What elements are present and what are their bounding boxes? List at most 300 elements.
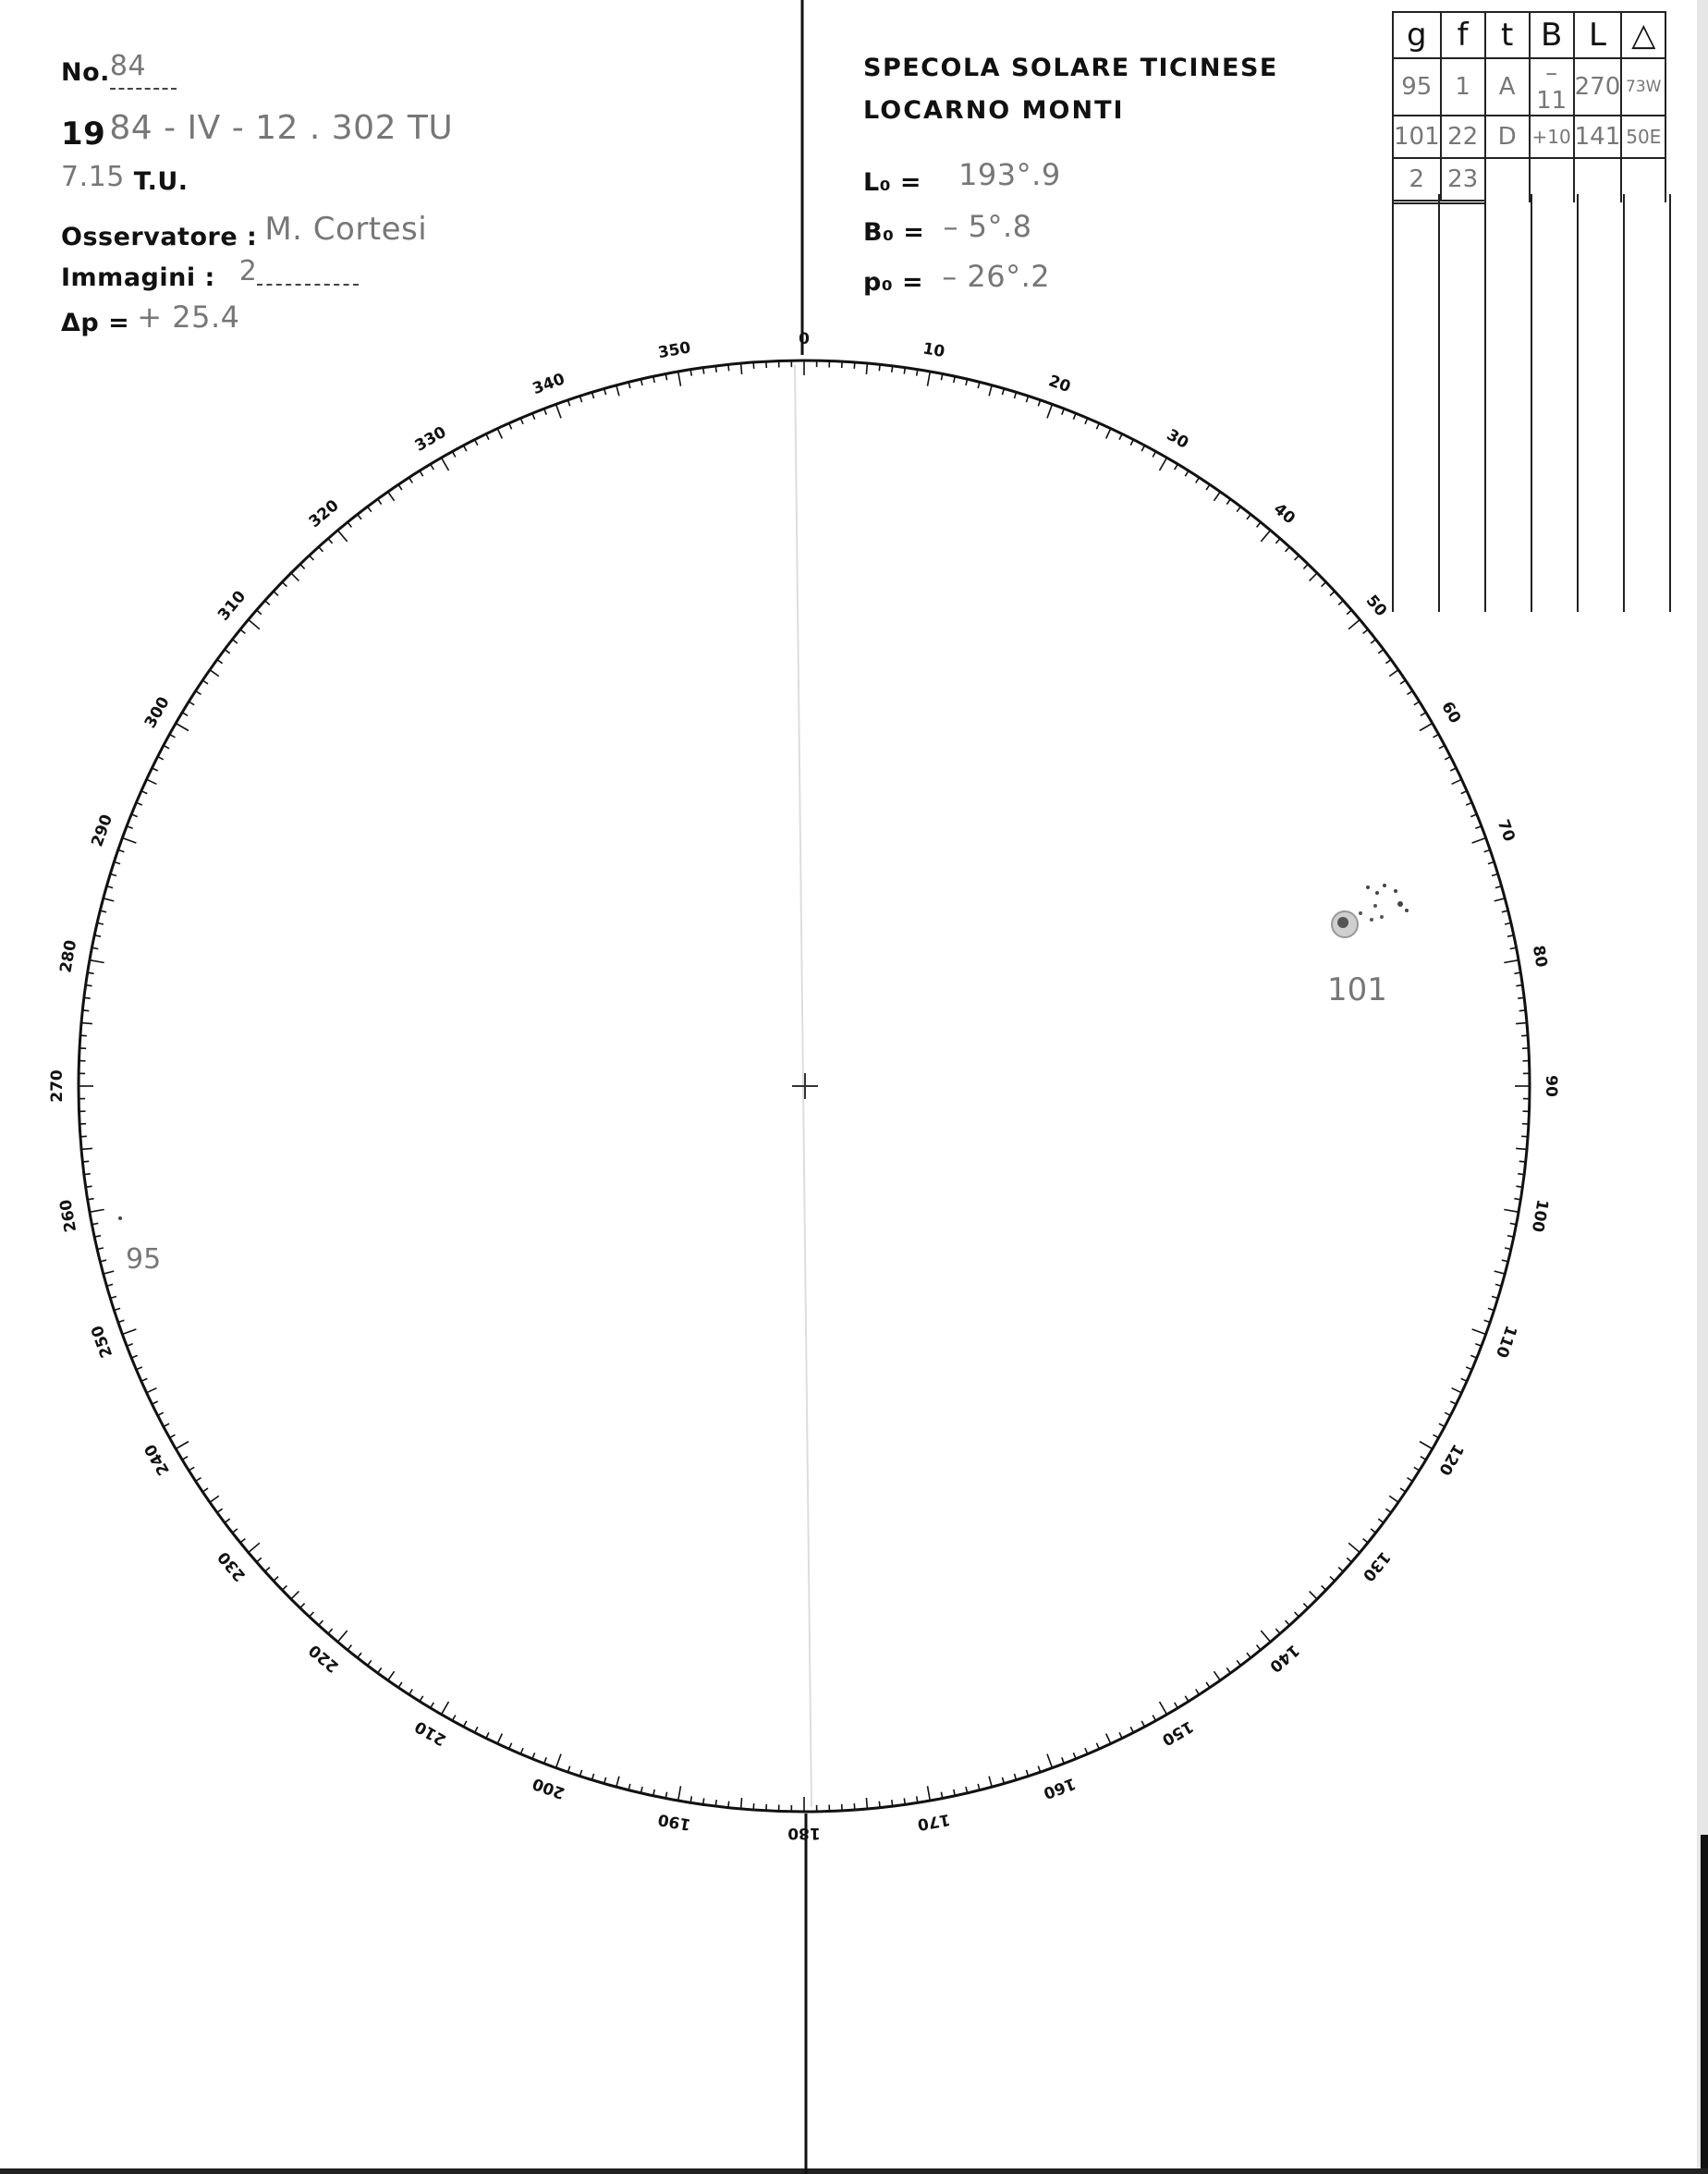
p0-line: p₀ = – 26°.2	[863, 259, 1051, 297]
degree-label-120: 120	[1434, 1440, 1468, 1479]
number-value: 84	[109, 50, 147, 82]
degree-tick	[1472, 1329, 1486, 1335]
degree-tick	[1286, 1620, 1290, 1625]
degree-tick	[158, 757, 164, 760]
degree-label-250: 250	[88, 1323, 117, 1361]
degree-tick	[452, 451, 455, 457]
degree-tick	[300, 564, 305, 568]
degree-tick	[753, 1803, 754, 1810]
table-total-row: 2 23	[1393, 158, 1665, 202]
degree-tick	[1214, 1671, 1220, 1680]
degree-tick	[1295, 1612, 1299, 1617]
degree-tick	[1185, 1696, 1189, 1702]
degree-tick	[1338, 1568, 1343, 1572]
degree-tick	[1175, 1703, 1178, 1708]
degree-tick	[81, 1023, 92, 1024]
degree-tick	[1106, 1734, 1111, 1744]
degree-tick	[1521, 1035, 1528, 1036]
degree-tick	[928, 372, 931, 386]
degree-tick	[249, 1543, 260, 1552]
degree-tick	[1160, 1702, 1167, 1715]
degree-tick	[1389, 1496, 1398, 1502]
degree-label-0: 0	[799, 330, 810, 348]
degree-tick	[1257, 1645, 1261, 1651]
degree-tick	[1141, 1721, 1144, 1727]
degree-tick	[678, 1786, 681, 1801]
degree-tick	[420, 470, 423, 476]
delta-p-line: Δp = + 25.4	[61, 299, 240, 337]
degree-tick	[1226, 499, 1230, 505]
degree-tick	[715, 1800, 716, 1806]
degree-tick	[989, 1777, 992, 1788]
degree-tick	[274, 1577, 278, 1582]
degree-tick	[176, 724, 189, 731]
degree-tick	[88, 972, 94, 973]
degree-tick	[1237, 507, 1240, 512]
degree-tick	[475, 440, 478, 446]
degree-tick	[1338, 601, 1343, 605]
degree-tick	[310, 556, 314, 560]
degree-tick	[556, 404, 562, 418]
degree-tick	[1434, 734, 1439, 737]
observer-line: Osservatore : M. Cortesi	[61, 211, 428, 251]
degree-tick	[1130, 440, 1133, 446]
degree-tick	[1519, 1161, 1526, 1162]
degree-tick	[753, 362, 754, 369]
degree-tick	[728, 1801, 729, 1808]
degree-tick	[703, 368, 704, 374]
degree-tick	[1400, 680, 1406, 684]
degree-tick	[104, 898, 115, 901]
degree-tick	[86, 985, 92, 986]
degree-tick	[854, 1803, 855, 1810]
degree-tick	[164, 1423, 169, 1426]
degree-tick	[1504, 1210, 1519, 1213]
degree-tick	[1196, 478, 1200, 483]
degree-tick	[169, 734, 175, 737]
degree-tick	[703, 1798, 704, 1804]
degree-tick	[1286, 547, 1290, 552]
degree-label-260: 260	[56, 1198, 81, 1234]
degree-tick	[1175, 464, 1178, 470]
degree-tick	[741, 363, 742, 374]
degree-tick	[368, 507, 372, 512]
degree-tick	[475, 1727, 478, 1732]
degree-tick	[189, 702, 194, 705]
degree-tick	[225, 1519, 230, 1522]
degree-tick	[1371, 1529, 1376, 1533]
degree-tick	[291, 573, 299, 581]
degree-tick	[1275, 539, 1280, 544]
degree-tick	[257, 1557, 262, 1562]
degree-tick	[274, 592, 278, 596]
degree-label-340: 340	[530, 370, 567, 399]
degree-tick	[580, 1770, 581, 1777]
degree-tick	[232, 1529, 238, 1533]
degree-tick	[928, 1786, 931, 1801]
degree-tick	[917, 370, 918, 376]
degree-tick	[1494, 1271, 1506, 1274]
degree-tick	[892, 1800, 893, 1806]
degree-label-180: 180	[787, 1824, 821, 1842]
degree-tick	[210, 670, 219, 677]
degree-tick	[147, 779, 157, 784]
degree-tick	[122, 1329, 136, 1335]
degree-label-20: 20	[1045, 372, 1073, 397]
degree-tick	[80, 1136, 87, 1137]
degree-tick	[452, 1716, 455, 1721]
degree-tick	[1488, 1308, 1494, 1310]
degree-tick	[1452, 779, 1462, 784]
degree-tick	[1518, 1174, 1524, 1175]
header-b: B	[1530, 12, 1574, 58]
date-value: 84 - IV - 12 . 302 TU	[109, 109, 454, 147]
number-label: No.84	[61, 55, 177, 90]
degree-tick	[1047, 404, 1053, 418]
header-delta: △	[1621, 12, 1665, 58]
degree-tick	[1237, 1660, 1240, 1666]
images-line: Immagini : 2	[61, 261, 359, 293]
degree-label-150: 150	[1158, 1716, 1197, 1750]
degree-tick	[616, 1777, 619, 1788]
degree-tick	[1206, 1682, 1210, 1688]
degree-tick	[210, 1496, 219, 1502]
date-line: 19 84 - IV - 12 . 302 TU	[61, 109, 454, 153]
degree-tick	[1445, 757, 1450, 760]
degree-tick	[1185, 470, 1189, 476]
degree-tick	[337, 531, 347, 542]
degree-tick	[1247, 1653, 1250, 1658]
degree-tick	[1347, 1557, 1351, 1562]
degree-tick	[1378, 1519, 1384, 1522]
degree-tick	[1348, 619, 1360, 629]
degree-tick	[431, 464, 434, 470]
degree-tick	[358, 514, 361, 519]
degree-tick	[567, 1766, 569, 1773]
degree-tick	[1434, 1435, 1439, 1437]
table-row: 101 22 D +10 141 50E	[1393, 116, 1665, 158]
degree-tick	[1275, 1629, 1280, 1633]
degree-tick	[904, 1798, 905, 1804]
degree-tick	[1026, 396, 1028, 402]
degree-tick	[257, 610, 262, 615]
header-g: g	[1393, 12, 1441, 58]
observatory-location: LOCARNO MONTI	[863, 96, 1125, 125]
degree-tick	[196, 1478, 201, 1482]
degree-tick	[249, 619, 260, 629]
degree-tick	[90, 960, 104, 963]
degree-tick	[122, 838, 136, 844]
degree-tick	[1420, 1442, 1433, 1449]
degree-tick	[1389, 670, 1398, 677]
degree-tick	[1414, 1467, 1420, 1471]
degree-tick	[88, 1199, 94, 1200]
degree-tick	[1347, 610, 1351, 615]
degree-label-40: 40	[1269, 499, 1299, 529]
degree-tick	[337, 1630, 347, 1642]
degree-tick	[196, 691, 201, 695]
degree-tick	[497, 1734, 502, 1744]
degree-tick	[328, 1629, 333, 1633]
degree-tick	[1247, 514, 1250, 519]
degree-tick	[80, 1035, 87, 1036]
degree-tick	[169, 1435, 175, 1437]
time-line: 7.15 T.U.	[61, 161, 189, 196]
images-value: 2	[238, 255, 258, 287]
b0-value: – 5°.8	[943, 209, 1032, 244]
degree-tick	[1153, 451, 1155, 457]
degree-tick	[158, 1412, 164, 1415]
degree-tick	[1516, 1148, 1527, 1149]
degree-tick	[904, 368, 905, 374]
degree-tick	[1385, 1508, 1391, 1512]
degree-label-190: 190	[656, 1809, 692, 1834]
degree-tick	[879, 364, 880, 371]
degree-tick	[164, 746, 169, 749]
degree-label-350: 350	[656, 338, 692, 363]
degree-label-230: 230	[214, 1547, 250, 1585]
degree-tick	[291, 1592, 299, 1600]
degree-tick	[1514, 972, 1520, 973]
degree-label-330: 330	[411, 422, 450, 456]
b0-line: B₀ = – 5°.8	[863, 209, 1032, 247]
delta-p-value: + 25.4	[137, 299, 240, 335]
degree-tick	[114, 861, 120, 863]
group-label-95: 95	[126, 1243, 162, 1276]
degree-tick	[348, 522, 351, 528]
degree-tick	[1484, 849, 1491, 851]
degree-tick	[147, 1388, 157, 1393]
group-label-101: 101	[1327, 971, 1387, 1008]
observer-value: M. Cortesi	[264, 211, 428, 248]
degree-tick	[90, 1210, 104, 1213]
degree-tick	[368, 1660, 372, 1666]
degree-tick	[225, 650, 230, 653]
degree-tick	[1421, 713, 1426, 716]
degree-tick	[1414, 702, 1420, 705]
degree-tick	[409, 1690, 413, 1695]
degree-tick	[1439, 1423, 1445, 1426]
degree-tick	[1420, 724, 1433, 731]
degree-tick	[265, 601, 270, 605]
degree-tick	[398, 484, 402, 490]
degree-tick	[567, 400, 569, 407]
degree-tick	[240, 1539, 246, 1543]
degree-label-160: 160	[1041, 1773, 1079, 1802]
degree-tick	[442, 458, 449, 470]
degree-tick	[378, 1667, 382, 1673]
degree-tick	[1439, 746, 1445, 749]
degree-tick	[1519, 1010, 1526, 1011]
degree-tick	[300, 1604, 305, 1608]
degree-tick	[86, 1186, 92, 1187]
degree-tick	[1038, 1766, 1040, 1773]
degree-tick	[378, 499, 382, 505]
degree-tick	[1196, 1690, 1200, 1695]
degree-label-110: 110	[1491, 1323, 1520, 1361]
time-value: 7.15	[61, 161, 125, 193]
degree-tick	[319, 547, 323, 552]
degree-tick	[310, 1612, 314, 1617]
degree-tick	[82, 1161, 89, 1162]
degree-label-220: 220	[305, 1640, 343, 1677]
degree-tick	[1363, 629, 1369, 633]
observatory-name: SPECOLA SOLARE TICINESE	[863, 54, 1278, 82]
degree-tick	[182, 1457, 188, 1460]
degree-tick	[1516, 985, 1522, 986]
degree-tick	[348, 1645, 351, 1651]
degree-label-290: 290	[88, 812, 117, 849]
degree-tick	[1363, 1539, 1369, 1543]
degree-label-100: 100	[1527, 1198, 1552, 1234]
degree-tick	[690, 1796, 691, 1802]
degree-tick	[1400, 1488, 1406, 1492]
degree-tick	[1106, 429, 1111, 439]
degree-label-320: 320	[305, 495, 343, 532]
degree-tick	[118, 1320, 125, 1322]
degree-label-80: 80	[1528, 944, 1551, 970]
degree-label-210: 210	[411, 1716, 450, 1750]
degree-tick	[1141, 446, 1144, 451]
p0-value: – 26°.2	[942, 259, 1051, 294]
degree-tick	[1257, 522, 1261, 528]
degree-label-200: 200	[530, 1773, 567, 1802]
degree-tick	[1130, 1727, 1133, 1732]
degree-tick	[917, 1796, 918, 1802]
degree-tick	[1303, 1604, 1308, 1608]
degree-tick	[358, 1653, 361, 1658]
degree-tick	[388, 1671, 395, 1680]
degree-label-170: 170	[916, 1809, 952, 1834]
degree-tick	[1214, 492, 1220, 501]
degree-tick	[1322, 1585, 1326, 1590]
degree-tick	[1160, 458, 1167, 470]
degree-tick	[189, 1467, 194, 1471]
degree-tick	[82, 1010, 89, 1011]
table-row: 95 1 A –11 270 73W	[1393, 58, 1665, 116]
sunspot-group-95-drawing	[118, 1216, 122, 1220]
degree-tick	[442, 1702, 449, 1715]
center-cross	[792, 1073, 818, 1099]
degree-tick	[556, 1754, 562, 1768]
degree-tick	[176, 1442, 189, 1449]
degree-tick	[1226, 1667, 1230, 1673]
degree-tick	[1494, 898, 1506, 901]
header-l: L	[1574, 12, 1622, 58]
degree-tick	[1378, 650, 1384, 653]
degree-tick	[265, 1568, 270, 1572]
degree-tick	[866, 363, 867, 374]
degree-tick	[1348, 1543, 1360, 1552]
degree-tick	[580, 396, 581, 402]
degree-tick	[1330, 1577, 1335, 1582]
degree-tick	[398, 1682, 402, 1688]
degree-tick	[1516, 1186, 1522, 1187]
degree-tick	[1504, 960, 1519, 963]
degree-tick	[1295, 556, 1299, 560]
degree-tick	[1488, 861, 1494, 863]
degree-tick	[1518, 997, 1524, 998]
degree-tick	[497, 429, 502, 439]
degree-tick	[741, 1798, 742, 1809]
degree-tick	[1472, 838, 1486, 844]
degree-tick	[715, 366, 716, 373]
degree-tick	[1484, 1320, 1491, 1322]
degree-tick	[1445, 1412, 1450, 1415]
header-t: t	[1485, 12, 1530, 58]
degree-tick	[1303, 564, 1308, 568]
degree-tick	[1408, 691, 1413, 695]
degree-label-90: 90	[1542, 1075, 1560, 1097]
degree-label-70: 70	[1493, 817, 1519, 845]
degree-tick	[118, 849, 125, 851]
degree-label-50: 50	[1361, 592, 1391, 621]
header-f: f	[1441, 12, 1485, 58]
degree-tick	[1261, 1630, 1270, 1642]
degree-tick	[388, 492, 395, 501]
degree-label-270: 270	[48, 1069, 67, 1103]
degree-tick	[1310, 1592, 1318, 1600]
degree-label-130: 130	[1358, 1547, 1395, 1585]
degree-label-140: 140	[1265, 1640, 1303, 1677]
degree-label-60: 60	[1437, 698, 1465, 727]
degree-tick	[182, 713, 188, 716]
degree-tick	[217, 660, 223, 664]
degree-tick	[1521, 1136, 1528, 1137]
degree-tick	[431, 1703, 434, 1708]
degree-tick	[319, 1620, 323, 1625]
degree-tick	[1371, 640, 1376, 643]
l0-value: 193°.9	[958, 157, 1061, 192]
degree-tick	[202, 680, 208, 684]
degree-tick	[282, 582, 287, 587]
degree-label-310: 310	[214, 587, 250, 625]
degree-tick	[232, 640, 238, 643]
degree-tick	[616, 385, 619, 397]
degree-tick	[892, 366, 893, 373]
degree-tick	[1322, 582, 1326, 587]
degree-tick	[728, 364, 729, 371]
degree-tick	[1310, 573, 1318, 581]
degree-label-240: 240	[140, 1440, 174, 1479]
degree-tick	[1408, 1478, 1413, 1482]
degree-tick	[217, 1508, 223, 1512]
degree-tick	[464, 1721, 467, 1727]
degree-tick	[854, 362, 855, 369]
degree-tick	[328, 539, 333, 544]
degree-tick	[1516, 1023, 1527, 1024]
degree-tick	[1206, 484, 1210, 490]
degree-tick	[1153, 1716, 1155, 1721]
sunspot-group-101-drawing	[1332, 884, 1409, 937]
degree-tick	[84, 997, 91, 998]
degree-tick	[1038, 400, 1040, 407]
degree-tick	[409, 478, 413, 483]
degree-tick	[114, 1308, 120, 1310]
degree-tick	[84, 1174, 91, 1175]
degree-tick	[202, 1488, 208, 1492]
degree-label-300: 300	[140, 693, 174, 732]
degree-tick	[866, 1798, 867, 1809]
degree-label-30: 30	[1163, 425, 1192, 453]
degree-tick	[1047, 1754, 1053, 1768]
degree-tick	[420, 1696, 423, 1702]
degree-tick	[240, 629, 246, 633]
degree-tick	[989, 385, 992, 397]
degree-tick	[690, 370, 691, 376]
degree-tick	[1330, 592, 1335, 596]
degree-label-10: 10	[921, 339, 946, 362]
